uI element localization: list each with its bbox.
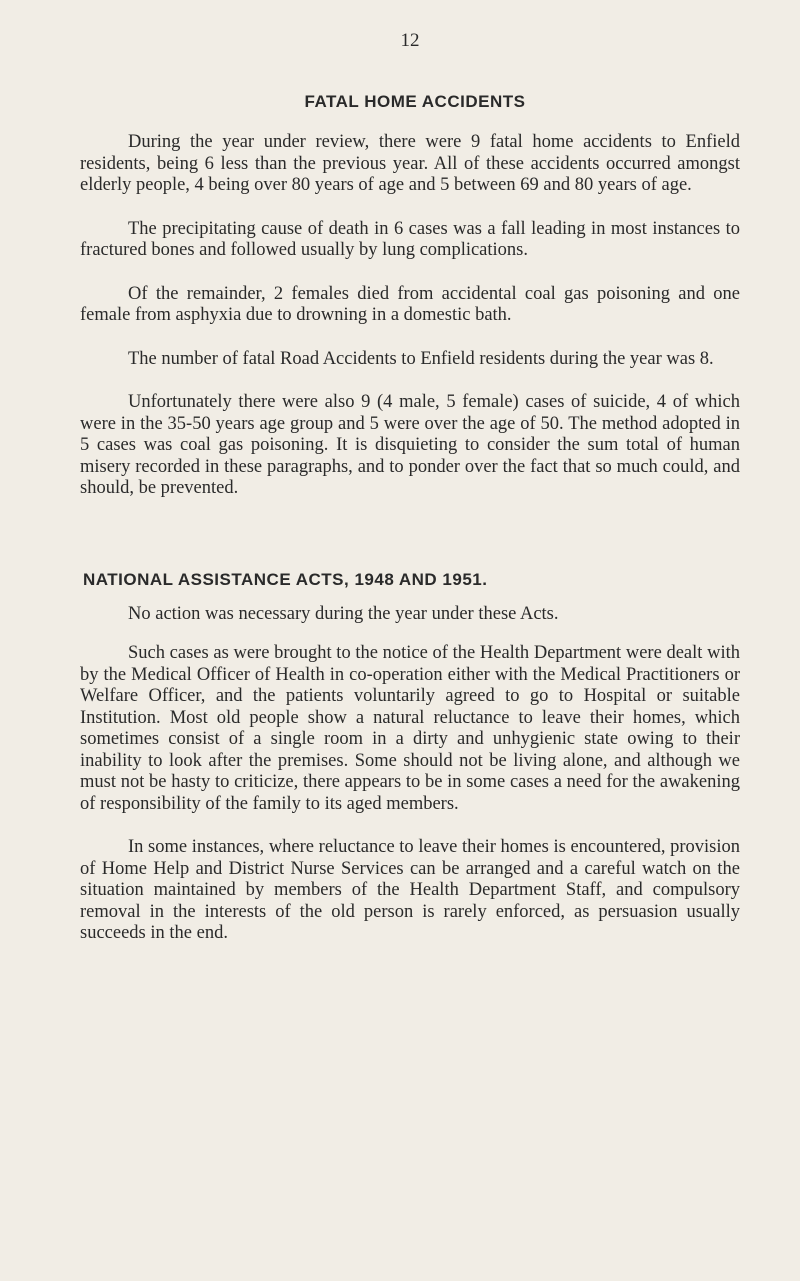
section-national-assistance-acts bbox=[80, 570, 740, 945]
document-page bbox=[80, 30, 740, 967]
section-fatal-home-accidents bbox=[80, 92, 740, 500]
paragraph: The number of fatal Road Accidents to Enfield residents during the year was 8. bbox=[128, 348, 714, 369]
paragraph: No action was necessary during the year under these Acts. bbox=[128, 603, 559, 624]
paragraph: The precipitating cause of death in 6 cases was a fall leading in most instances to fractured bones and followed usually by lung complications. bbox=[80, 218, 740, 260]
paragraph: Of the remainder, 2 females died from accidental coal gas poisoning and one female from asphyxia due to drowning in a domestic bath. bbox=[80, 283, 740, 325]
paragraph: Such cases as were brought to the notice of the Health Department were dealt with by the Medical Officer of Health in co-operation either with the Medical Practitioners or Welfare Officer, and the patients voluntarily agreed to go to Hospital or suitable Institution. Most old people show a natural reluctance to leave their homes, which sometimes consist of a single room in a dirty and unhygienic state owing to their inability to look after the premises. Some should not be living alone, and although we must not be hasty to criticize, there appears to be in some cases a need for the awakening of responsibility of the family to its aged members. bbox=[80, 643, 740, 814]
section-heading: FATAL HOME ACCIDENTS bbox=[304, 92, 526, 111]
paragraph: Unfortunately there were also 9 (4 male, 5 female) cases of suicide, 4 of which were in the 35-50 years age group and 5 were over the age of 50. The method adopted in 5 cases was coal gas poisoning. It is disquieting to consider the sum total of human misery recorded in these paragraphs, and to ponder over the fact that so much could, and should, be prevented. bbox=[80, 392, 740, 498]
section-heading: NATIONAL ASSISTANCE ACTS, 1948 AND 1951. bbox=[83, 569, 488, 589]
paragraph: During the year under review, there were 9 fatal home accidents to Enfield residents, being 6 less than the previous year. All of these accidents occurred amongst elderly people, 4 being over 80 years of age and 5 between 69 and 80 years of age. bbox=[80, 132, 740, 195]
page-number: 12 bbox=[400, 30, 420, 51]
paragraph: In some instances, where reluctance to leave their homes is encountered, provision of Home Help and District Nurse Services can be arranged and a careful watch on the situation maintained by members of the Health Department Staff, and compulsory removal in the interests of the old person is rarely enforced, as persuasion usually succeeds in the end. bbox=[80, 837, 740, 943]
